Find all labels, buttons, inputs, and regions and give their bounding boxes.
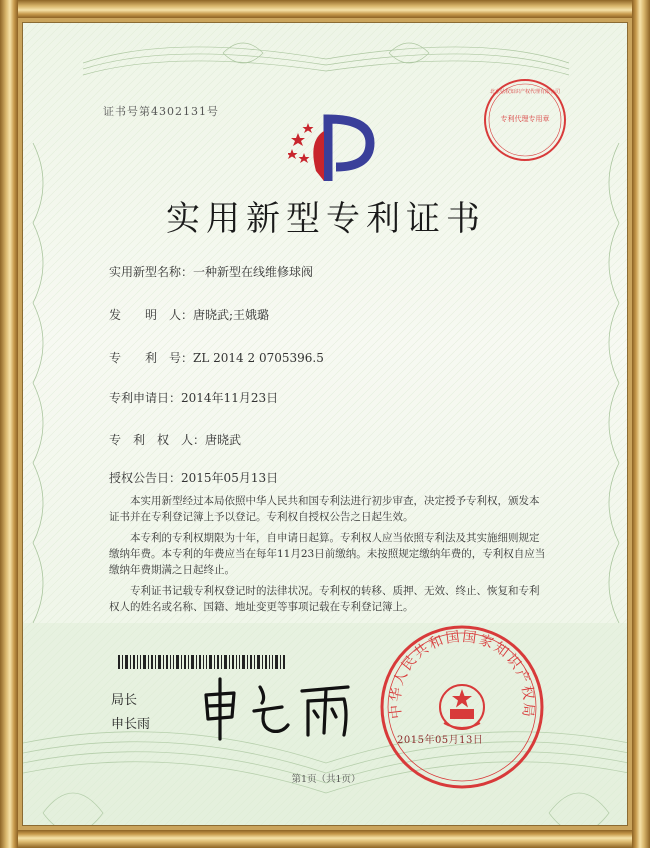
page-number: 第1页（共1页） bbox=[291, 774, 361, 785]
field-inventors bbox=[109, 306, 269, 323]
handwritten-signature bbox=[198, 673, 358, 743]
field-grant-date bbox=[109, 469, 278, 486]
barcode-icon bbox=[118, 655, 288, 669]
sipo-logo-icon bbox=[288, 111, 378, 183]
agency-seal-inner: 专利代理专用章 bbox=[500, 115, 550, 123]
field-label: 发 明 人： bbox=[109, 308, 194, 322]
signatory-name: 申长雨 bbox=[111, 717, 151, 732]
field-value: 唐晓武;王娥璐 bbox=[193, 308, 270, 322]
certificate-number: 证书号第4302131号 bbox=[103, 105, 219, 118]
field-label: 专 利 号： bbox=[109, 351, 194, 365]
field-filing-date bbox=[109, 389, 278, 406]
certificate-title: 实用新型专利证书 bbox=[166, 199, 486, 239]
field-label: 授权公告日： bbox=[109, 471, 182, 485]
field-patentee bbox=[109, 431, 241, 448]
seal-arc-text: 中华人民共和国国家知识产权局 bbox=[387, 628, 537, 720]
signatory-title: 局长 bbox=[111, 693, 138, 708]
field-label: 专利申请日： bbox=[109, 391, 182, 405]
field-label: 实用新型名称： bbox=[109, 265, 194, 279]
agency-seal-icon bbox=[482, 77, 568, 163]
agency-seal-text: 北京弘权知识产权代理有限公司 bbox=[489, 89, 561, 95]
seal-date: 2015年05月13日 bbox=[397, 735, 484, 746]
field-label: 专 利 权 人： bbox=[109, 433, 206, 447]
field-value: 2014年11月23日 bbox=[181, 391, 279, 405]
body-paragraph-3: 专利证书记载专利权登记时的法律状况。专利权的转移、质押、无效、终止、恢复和专利权人的姓名或名称、国籍、地址变更等事项记载在专利登记簿上。 bbox=[109, 585, 540, 613]
sipo-official-seal-icon bbox=[378, 623, 546, 791]
field-value: 一种新型在线维修球阀 bbox=[193, 265, 314, 279]
field-patent-number bbox=[109, 349, 324, 366]
field-value: 唐晓武 bbox=[205, 433, 242, 447]
certificate-paper bbox=[22, 22, 628, 826]
field-utility-model-name bbox=[109, 263, 313, 280]
body-paragraph-2: 本专利的专利权期限为十年，自申请日起算。专利权人应当依照专利法及其实施细则规定缴纳年费。本专利的年费应当在每年11月23日前缴纳。未按照规定缴纳年费的，专利权自应当缴纳年费期满之日起终止。 bbox=[109, 532, 546, 576]
field-value: ZL 2014 2 0705396.5 bbox=[193, 351, 324, 365]
field-value: 2015年05月13日 bbox=[181, 471, 279, 485]
body-paragraph-1: 本实用新型经过本局依照中华人民共和国专利法进行初步审查，决定授予专利权，颁发本证书并在专利登记簿上予以登记。专利权自授权公告之日起生效。 bbox=[109, 495, 540, 523]
